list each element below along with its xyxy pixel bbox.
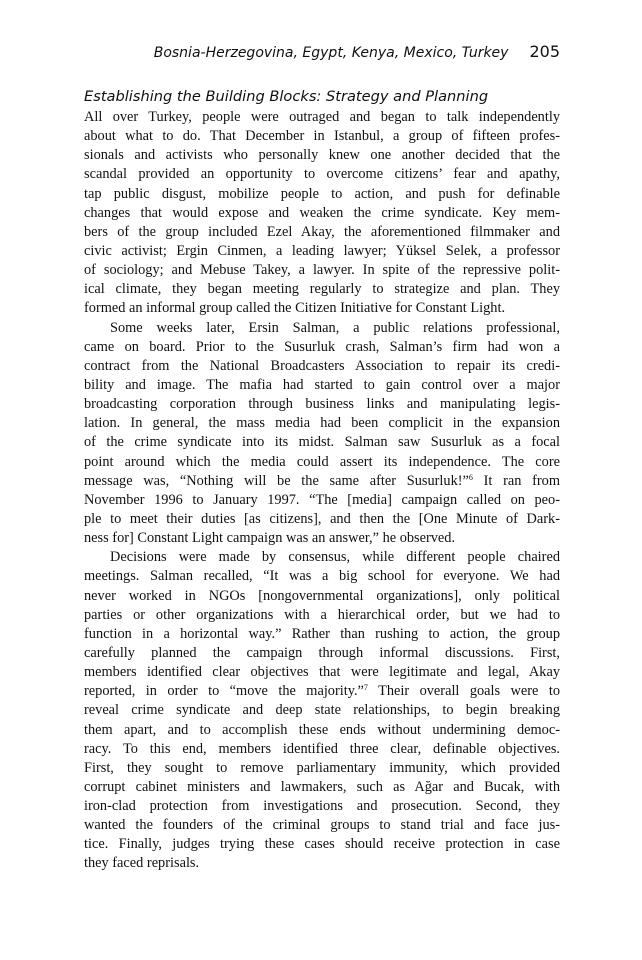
text-line: wanted the founders of the criminal groups to stand trial and face jus-	[84, 817, 560, 834]
line-text: It ran from	[472, 472, 561, 489]
paragraph-2	[84, 319, 560, 549]
line-text: message was, “Nothing will be the same after Susurluk!”	[84, 472, 469, 489]
paragraph-3	[84, 548, 560, 873]
text-line: Decisions were made by consensus, while different people chaired	[110, 549, 560, 566]
text-line: parties or other organizations with a hierarchical order, but we had to	[84, 606, 560, 623]
text-line: tice. Finally, judges trying these cases should receive protection in case	[84, 836, 560, 853]
text-line: about what to do. That December in Istanbul, a group of fifteen profes-	[84, 128, 560, 145]
line-text: Their overall goals were to	[367, 683, 561, 700]
text-line: of the crime syndicate into its midst. Salman saw Susurluk as a focal	[84, 434, 560, 451]
page-number: 205	[529, 42, 560, 61]
text-line: point around which the media could assert its independence. The core	[84, 453, 560, 470]
text-line: came on board. Prior to the Susurluk crash, Salman’s firm had won a	[84, 338, 560, 355]
line-text: reported, in order to “move the majority.”	[84, 683, 364, 700]
text-line: them apart, and to accomplish these ends without undermining democ-	[84, 721, 560, 738]
text-line: racy. To this end, members identified three clear, definable objectives.	[84, 740, 560, 757]
text-line: tap public disgust, mobilize people to action, and push for definable	[84, 185, 560, 202]
text-line: meetings. Salman recalled, “It was a big school for everyone. We had	[84, 568, 560, 585]
text-line: contract from the National Broadcasters Association to repair its credi-	[84, 357, 560, 374]
text-line: ple to meet their duties [as citizens], and then the [One Minute of Dark-	[84, 510, 560, 527]
text-line: bility and image. The mafia had started to gain control over a major	[84, 376, 560, 393]
text-line: scandal provided an opportunity to overcome citizens’ fear and apathy,	[84, 166, 560, 183]
text-line: never worked in NGOs [nongovernmental organizations], only political	[84, 587, 560, 604]
section-heading: Establishing the Building Blocks: Strategy and Planning	[84, 88, 489, 105]
footnote-ref-6: 6	[468, 472, 473, 482]
text-line: sionals and activists who personally knew one another decided that the	[84, 147, 560, 164]
text-line: changes that would expose and weaken the crime syndicate. Key mem-	[84, 204, 560, 221]
text-line: reveal crime syndicate and deep state relationships, to begin breaking	[84, 702, 560, 719]
text-line: members identified clear objectives that were legitimate and legal, Akay	[84, 664, 560, 681]
text-line-with-footnote	[84, 472, 560, 491]
footnote-ref-7: 7	[363, 683, 368, 693]
text-line: bers of the group included Ezel Akay, the aforementioned filmmaker and	[84, 223, 560, 240]
text-line: formed an informal group called the Citizen Initiative for Constant Light.	[84, 300, 506, 317]
text-line: function in a horizontal way.” Rather than rushing to action, the group	[84, 625, 560, 642]
text-line: iron-clad protection from investigations and prosecution. Second, they	[84, 798, 560, 815]
text-line: broadcasting corporation through business links and manipulating legis-	[84, 396, 560, 413]
text-line: lation. In general, the mass media had been complicit in the expansion	[84, 415, 560, 432]
running-head	[84, 42, 560, 61]
text-line: First, they sought to remove parliamentary immunity, which provided	[84, 759, 560, 776]
text-line: November 1996 to January 1997. “The [media] campaign called on peo-	[84, 491, 560, 508]
text-line-with-footnote	[84, 682, 560, 701]
text-line: ness for] Constant Light campaign was an answer,” he observed.	[84, 530, 456, 547]
text-line: of sociology; and Mebuse Takey, a lawyer. In spite of the repressive polit-	[84, 262, 560, 279]
running-head-title: Bosnia-Herzegovina, Egypt, Kenya, Mexico, Turkey	[153, 45, 509, 61]
paragraph-1	[84, 108, 560, 319]
text-line: All over Turkey, people were outraged and began to talk independently	[84, 109, 560, 125]
text-line: carefully planned the campaign through informal discussions. First,	[84, 644, 560, 661]
text-line: they faced reprisals.	[84, 855, 200, 872]
text-line: civic activist; Ergin Cinmen, a leading lawyer; Yüksel Selek, a professor	[84, 242, 560, 259]
body-text	[84, 108, 560, 874]
text-line: Some weeks later, Ersin Salman, a public relations professional,	[110, 319, 560, 336]
text-line: corrupt cabinet ministers and lawmakers, such as Ağar and Bucak, with	[84, 778, 560, 795]
text-line: ical climate, they began meeting regularly to strategize and plan. They	[84, 281, 560, 298]
